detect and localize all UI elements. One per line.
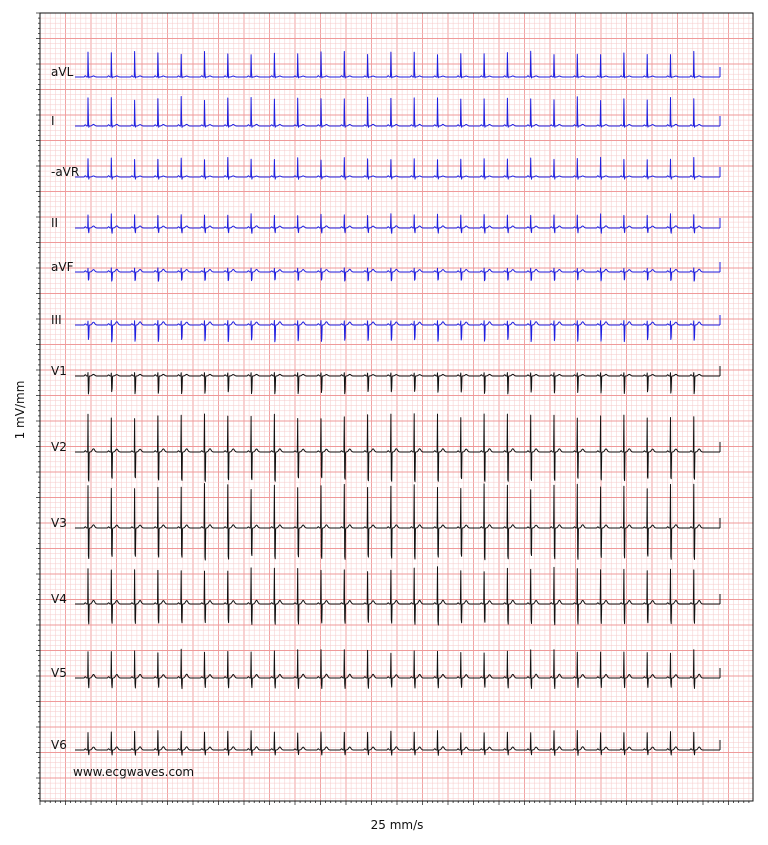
lead-label: aVL [51,65,74,79]
lead-label: aVF [51,260,74,274]
lead-label: II [51,216,59,230]
lead-label: III [51,313,62,327]
lead-label: -aVR [51,165,80,179]
x-axis-label: 25 mm/s [370,818,424,832]
lead-label: V5 [51,666,67,680]
lead-label: V3 [51,516,67,530]
lead-label: V2 [51,440,67,454]
lead-label: V1 [51,364,67,378]
lead-label: V4 [51,592,67,606]
lead-label: V6 [51,738,67,752]
ecg-grid [40,13,753,801]
lead-label: I [51,114,55,128]
y-axis-label: 1 mV/mm [13,380,27,440]
watermark-text: www.ecgwaves.com [73,765,195,779]
